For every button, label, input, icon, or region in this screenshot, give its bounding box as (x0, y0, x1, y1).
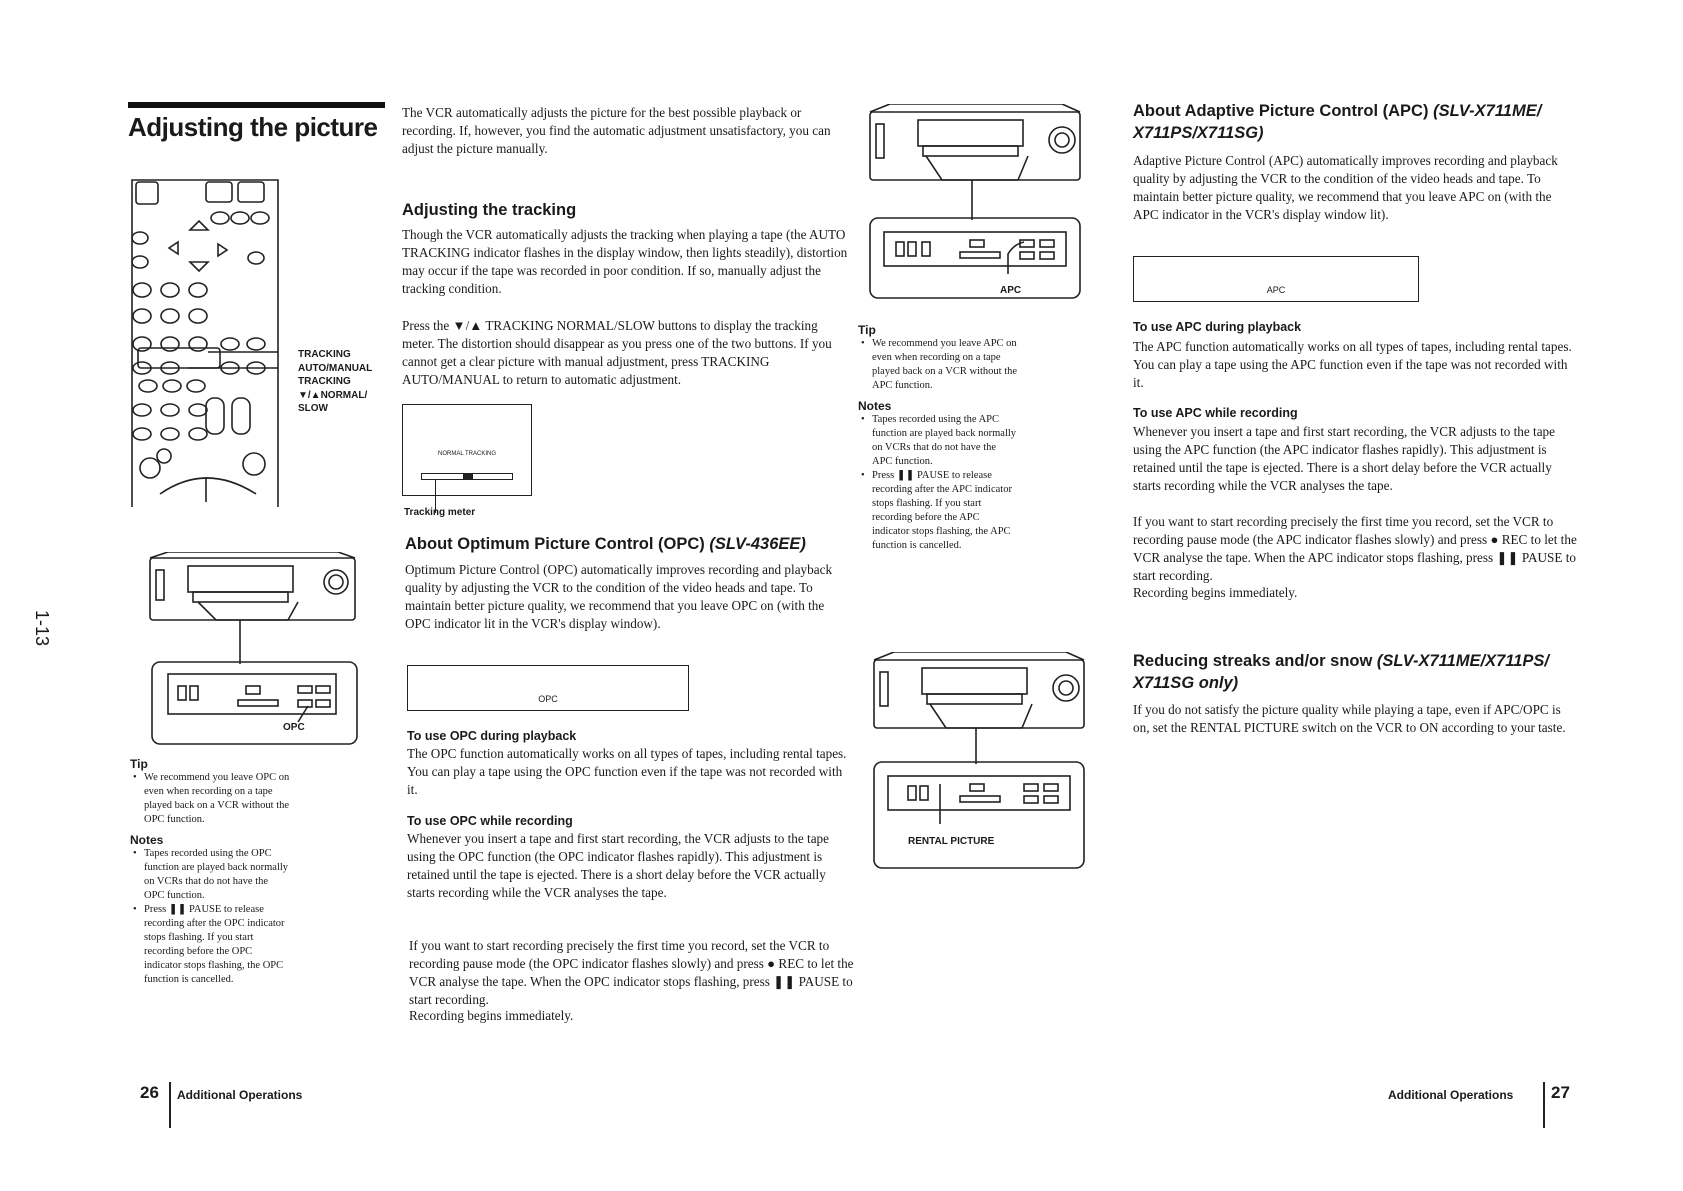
note-item: • Tapes recorded using the APC function are played back normally on VCRs that do not have the APC function. (872, 413, 1018, 469)
tracking-meter-box (402, 404, 532, 496)
apc-box-label: APC (1266, 285, 1286, 295)
notes-heading: Notes (858, 399, 892, 413)
opc-playback-text: The OPC function automatically works on all types of tapes, including rental tapes. You can play a tape using the OPC function even if the tape was not recorded with it. (407, 746, 847, 797)
left-tip (130, 757, 290, 987)
tracking-meter-text: NORMAL TRACKING (437, 451, 496, 457)
title-rule (128, 102, 385, 108)
right-tip (858, 323, 1018, 553)
rental-picture-label: RENTAL PICTURE (908, 836, 995, 847)
opc-box-label: OPC (538, 694, 558, 704)
apc-recording-text-2: If you want to start recording precisely the first time you record, set the VCR to recording pause mode (the APC indicator flashes slowly) and press ● REC to let the VCR analyse the tape. When the APC indicator stops flashing, press ❚❚ PAUSE to start recording. (1133, 514, 1577, 583)
vcr-apc-illustration (868, 104, 1088, 300)
apc-playback-heading: To use APC during playback (1133, 320, 1302, 334)
left-footer-section: Additional Operations (177, 1088, 303, 1102)
vcr-opc-illustration (148, 552, 363, 747)
note-item: • Press ❚❚ PAUSE to release recording after the OPC indicator stops flashing. If you start recording before the OPC indicator stops flashing, the OPC function is cancelled. (144, 903, 290, 987)
streaks-paragraph: If you do not satisfy the picture quality while playing a tape, even if APC/OPC is on, set the RENTAL PICTURE switch on the VCR to ON according to your taste. (1133, 702, 1566, 735)
tracking-meter-caption: Tracking meter (404, 507, 476, 518)
page-title: Adjusting the picture (128, 112, 378, 142)
apc-recording-text-3: Recording begins immediately. (1133, 585, 1298, 600)
apc-paragraph: Adaptive Picture Control (APC) automatically improves recording and playback quality by adjusting the VCR to the condition of the video heads and tape. To maintain better picture quality, we recommend that you leave APC on (with the APC indicator in the VCR's display window lit). (1133, 153, 1558, 222)
apc-recording-heading: To use APC while recording (1133, 406, 1298, 420)
right-footer-rule (1543, 1082, 1545, 1128)
tracking-paragraph-1: Though the VCR automatically adjusts the tracking when playing a tape (the AUTO TRACKING indicator flashes in the display window, then lights steadily), distortion may occur if the tape was recorded in poor condition. If so, manually adjust the tracking condition. (402, 227, 848, 296)
opc-recording-heading: To use OPC while recording (407, 814, 573, 828)
opc-recording-text-2: If you want to start recording precisely the first time you record, set the VCR to recording pause mode (the OPC indicator flashes slowly) and press ● REC to let the VCR analyse the tape. When the OPC indicator stops flashing, press ❚❚ PAUSE to start recording. (409, 938, 854, 1007)
apc-playback-text: The APC function automatically works on all types of tapes, including rental tapes. You can play a tape using the APC function even if the tape was not recorded with it. (1133, 339, 1572, 390)
opc-heading: About Optimum Picture Control (OPC) (SLV-436EE) (405, 535, 806, 553)
vcr-apc-label: APC (1000, 285, 1022, 296)
intro-paragraph: The VCR automatically adjusts the picture for the best possible playback or recording. If, however, you find the automatic adjustment unsatisfactory, you can adjust the picture manually. (402, 105, 831, 156)
notes-heading: Notes (130, 833, 164, 847)
tip-item: • We recommend you leave OPC on even when recording on a tape played back on a VCR without the OPC function. (144, 771, 290, 827)
remote-control-illustration (128, 172, 288, 507)
opc-recording-text: Whenever you insert a tape and first start recording, the VCR adjusts to the tape using the OPC function (the OPC indicator flashes rapidly). This adjustment is retained until the tape is ejected. There is a short delay before the VCR actually starts recording while the VCR analyses the tape. (407, 831, 829, 900)
remote-labels: TRACKING AUTO/MANUAL TRACKING ▼/▲NORMAL/ SLOW (298, 349, 373, 414)
note-item: • Tapes recorded using the OPC function are played back normally on VCRs that do not have the OPC function. (144, 847, 290, 903)
tracking-meter-indicator (463, 473, 473, 479)
streaks-heading: Reducing streaks and/or snow (SLV-X711ME/X711PS/ X711SG only) (1133, 652, 1550, 692)
apc-heading: About Adaptive Picture Control (APC) (SLV-X711ME/ X711PS/X711SG) (1133, 102, 1542, 142)
side-page-label: 1-13 (32, 610, 52, 647)
opc-display-box (407, 665, 689, 711)
tracking-paragraph-2: Press the ▼/▲ TRACKING NORMAL/SLOW buttons to display the tracking meter. The distortion should disappear as you press one of the two buttons. If you cannot get a clear picture with manual adjustment, press TRACKING AUTO/MANUAL to return to automatic adjustment. (402, 318, 832, 387)
opc-recording-text-3: Recording begins immediately. (409, 1008, 574, 1023)
opc-paragraph: Optimum Picture Control (OPC) automatically improves recording and playback quality by adjusting the VCR to the condition of the video heads and tape. To maintain better picture quality, we recommend that you leave OPC on (with the OPC indicator lit in the VCR's display window). (405, 562, 833, 631)
apc-recording-text: Whenever you insert a tape and first start recording, the VCR adjusts to the tape using the APC function (the APC indicator flashes rapidly). This adjustment is retained until the tape is ejected. There is a short delay before the VCR actually starts recording while the VCR analyses the tape. (1133, 424, 1555, 493)
left-footer-rule (169, 1082, 171, 1128)
right-page-number: 27 (1551, 1083, 1570, 1102)
vcr-opc-label: OPC (283, 722, 305, 733)
right-footer-section: Additional Operations (1388, 1088, 1514, 1102)
note-item: • Press ❚❚ PAUSE to release recording after the APC indicator stops flashing. If you start recording before the APC indicator stops flashing, the APC function is cancelled. (872, 469, 1018, 553)
tip-item: • We recommend you leave APC on even when recording on a tape played back on a VCR without the APC function. (872, 337, 1018, 393)
tip-heading: Tip (858, 323, 876, 337)
left-page-number: 26 (140, 1083, 159, 1102)
opc-playback-heading: To use OPC during playback (407, 729, 577, 743)
tracking-heading: Adjusting the tracking (402, 201, 577, 219)
tip-heading: Tip (130, 757, 148, 771)
apc-display-box (1133, 256, 1419, 302)
